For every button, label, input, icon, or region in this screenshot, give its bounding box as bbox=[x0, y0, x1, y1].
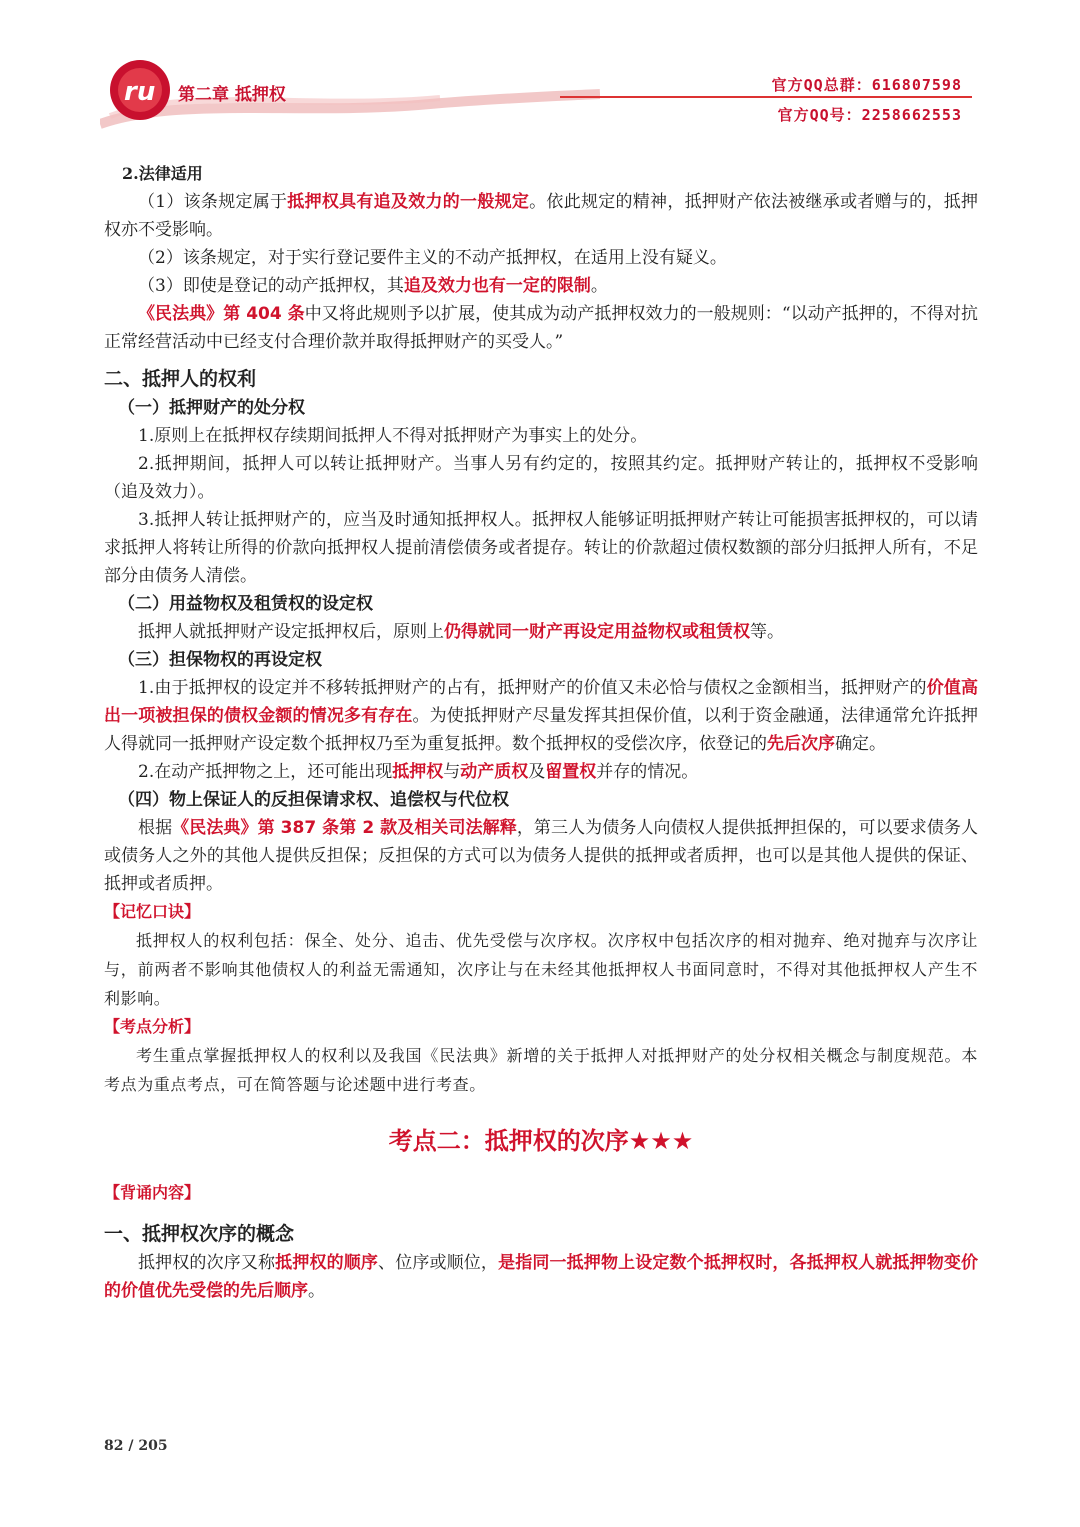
chapter-title: 第二章 抵押权 bbox=[178, 85, 286, 105]
paragraph: 抵押人就抵押财产设定抵押权后，原则上仍得就同一财产再设定用益物权或租赁权等。 bbox=[138, 622, 784, 642]
analysis-tag: 【考点分析】 bbox=[104, 1017, 201, 1036]
svg-text:ru: ru bbox=[124, 77, 156, 107]
subheading: （三）担保物权的再设定权 bbox=[118, 650, 322, 670]
paragraph: 3.抵押人转让抵押财产的，应当及时通知抵押权人。抵押权人能够证明抵押财产转让可能损害抵押权的，可以请求抵押人将转让所得的价款向抵押权人提前清偿债务或者提存。转让的价款超过债权数额的部分归抵押人所有，不足部分由债务人清偿。 bbox=[104, 510, 978, 586]
subheading: （四）物上保证人的反担保请求权、追偿权与代位权 bbox=[118, 790, 509, 810]
memory-tag: 【记忆口诀】 bbox=[104, 902, 201, 921]
paragraph: 1.原则上在抵押权存续期间抵押人不得对抵押财产为事实上的处分。 bbox=[138, 426, 648, 446]
book-logo-icon bbox=[100, 56, 600, 136]
paragraph: 抵押权的次序又称抵押权的顺序、位序或顺位，是指同一抵押物上设定数个抵押权时，各抵押权人就抵押物变价的价值优先受偿的先后顺序。 bbox=[104, 1253, 979, 1301]
subheading: （一）抵押财产的处分权 bbox=[118, 398, 305, 418]
qq-number: 官方QQ号：2258662553 bbox=[777, 106, 962, 124]
page-header bbox=[0, 0, 1080, 140]
page-number: 82 / 205 bbox=[104, 1438, 168, 1454]
paragraph: （2）该条规定，对于实行登记要件主义的不动产抵押权，在适用上没有疑义。 bbox=[138, 248, 727, 268]
paragraph: （1）该条规定属于抵押权具有追及效力的一般规定。依此规定的精神，抵押财产依法被继承或者赠与的，抵押权亦不受影响。 bbox=[104, 192, 978, 240]
paragraph: 2.抵押期间，抵押人可以转让抵押财产。当事人另有约定的，按照其约定。抵押财产转让的，抵押权不受影响（追及效力）。 bbox=[104, 454, 978, 502]
section-title-order: 考点二：抵押权的次序★★★ bbox=[388, 1127, 694, 1155]
paragraph: 《民法典》第 404 条中又将此规则予以扩展，使其成为动产抵押权效力的一般规则：“以动产抵押的，不得对抗正常经营活动中已经支付合理价款并取得抵押财产的买受人。” bbox=[104, 304, 978, 352]
recite-tag: 【背诵内容】 bbox=[104, 1183, 201, 1202]
section-heading-mortgagor-rights: 二、抵押人的权利 bbox=[104, 368, 257, 390]
analysis-text: 考生重点掌握抵押权人的权利以及我国《民法典》新增的关于抵押人对抵押财产的处分权相关概念与制度规范。本考点为重点考点，可在简答题与论述题中进行考查。 bbox=[104, 1046, 978, 1094]
qq-group: 官方QQ总群：616807598 bbox=[771, 76, 962, 94]
memory-text: 抵押权人的权利包括：保全、处分、追击、优先受偿与次序权。次序权中包括次序的相对抛弃、绝对抛弃与次序让与，前两者不影响其他债权人的利益无需通知，次序让与在未经其他抵押权人书面同意时，不得对其他抵押权人产生不利影响。 bbox=[104, 931, 978, 1008]
header-divider bbox=[560, 96, 972, 98]
paragraph: （3）即使是登记的动产抵押权，其追及效力也有一定的限制。 bbox=[138, 276, 608, 296]
document-body bbox=[104, 160, 978, 1305]
paragraph: 2.在动产抵押物之上，还可能出现抵押权与动产质权及留置权并存的情况。 bbox=[138, 762, 699, 782]
order-concept-heading: 一、抵押权次序的概念 bbox=[104, 1223, 295, 1245]
legal-application-heading: 2.法律适用 bbox=[122, 164, 203, 183]
paragraph: 根据《民法典》第 387 条第 2 款及相关司法解释，第三人为债务人向债权人提供抵押担保的，可以要求债务人或债务人之外的其他人提供反担保；反担保的方式可以为债务人提供的抵押或者质押，也可以是其他人提供的保证、抵押或者质押。 bbox=[104, 818, 978, 894]
subheading: （二）用益物权及租赁权的设定权 bbox=[118, 594, 373, 614]
paragraph: 1.由于抵押权的设定并不移转抵押财产的占有，抵押财产的价值又未必恰与债权之金额相当，抵押财产的价值高出一项被担保的债权金额的情况多有存在。为使抵押财产尽量发挥其担保价值，以利于资金融通，法律通常允许抵押人得就同一抵押财产设定数个抵押权乃至为重复抵押。数个抵押权的受偿次序，依登记的先后次序确定。 bbox=[104, 678, 979, 754]
